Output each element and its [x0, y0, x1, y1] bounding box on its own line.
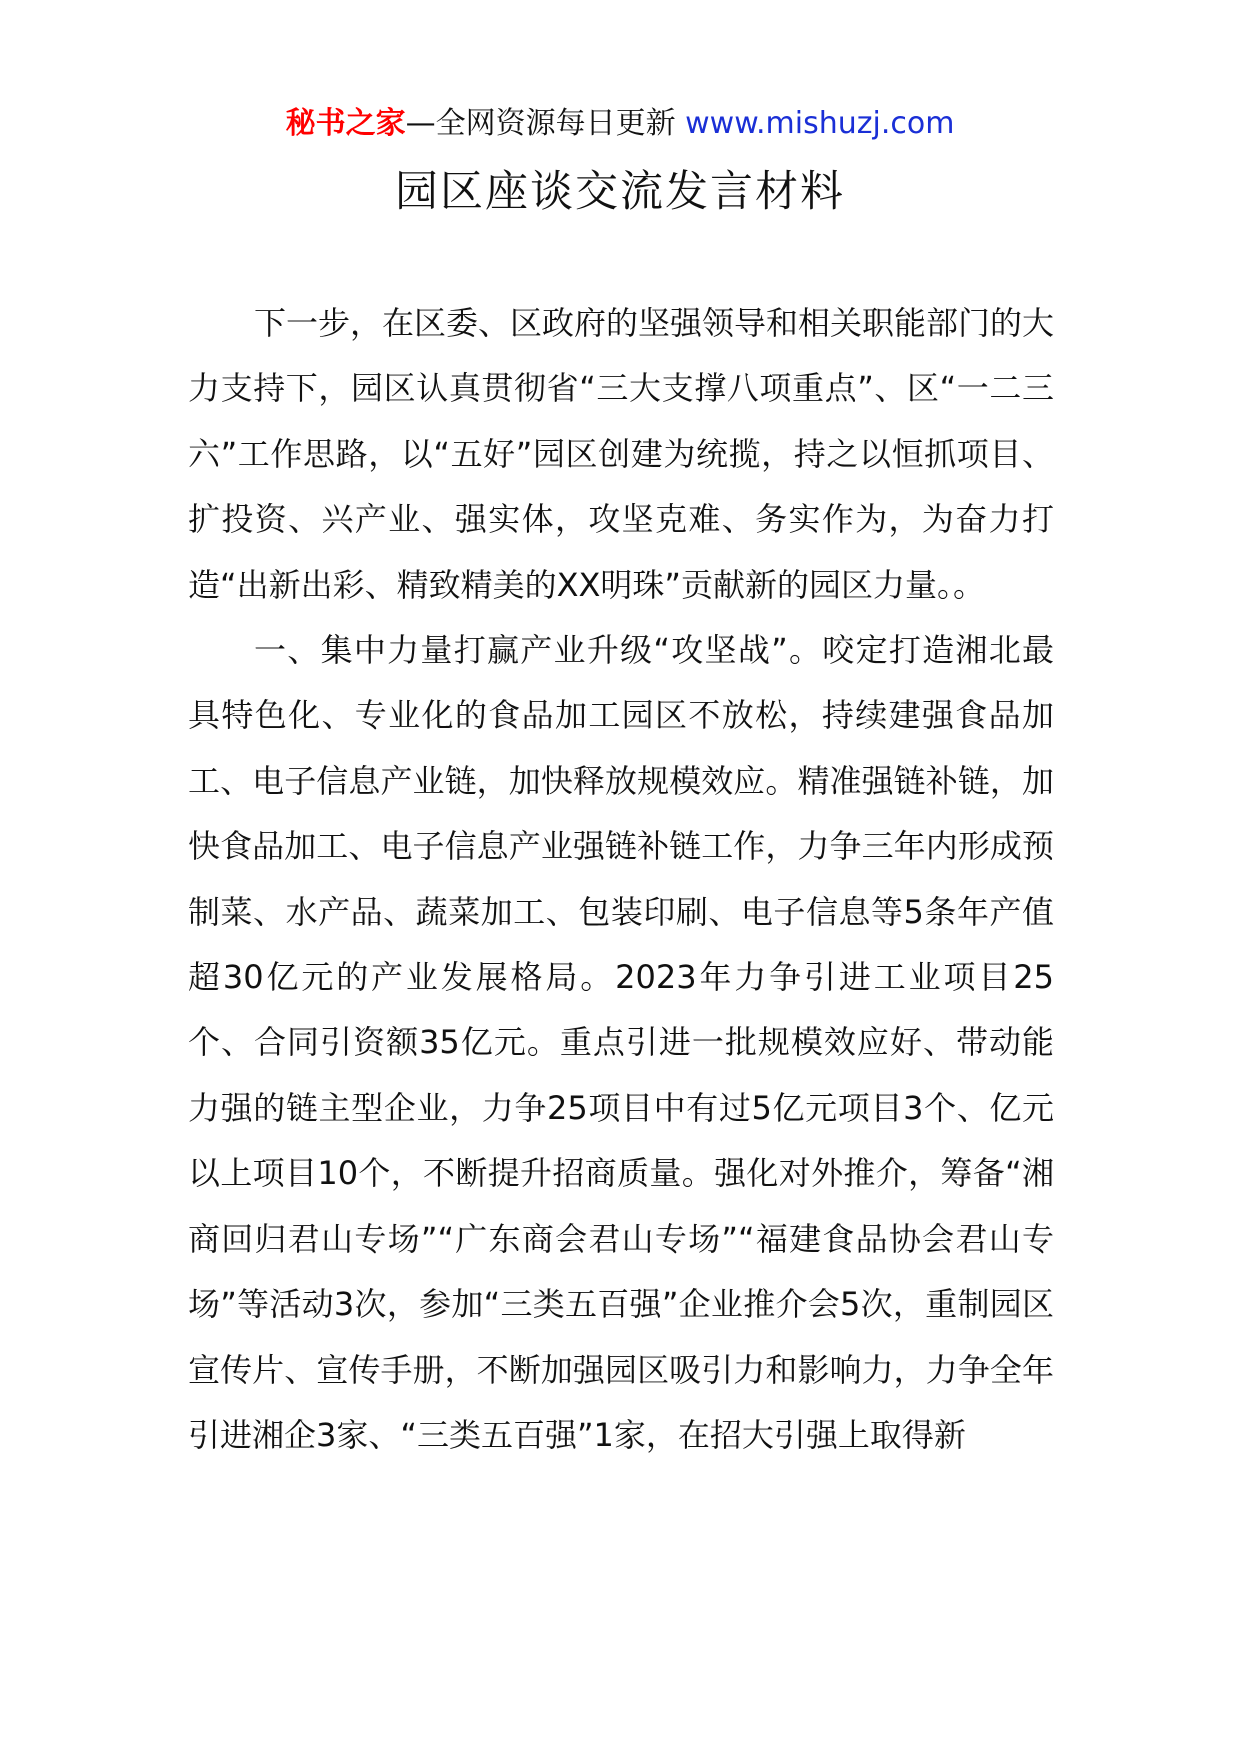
document-title: 园区座谈交流发言材料	[395, 167, 845, 217]
paragraph-section-one: 一、集中力量打赢产业升级“攻坚战”。咬定打造湘北最具特色化、专业化的食品加工园区不放松，持续建强食品加工、电子信息产业链，加快释放规模效应。精准强链补链，加快食品加工、电子信息产业强链补链工作，力争三年内形成预制菜、水产品、蔬菜加工、包装印刷、电子信息等5条年产值超30亿元的产业发展格局。2023年力争引进工业项目25个、合同引资额35亿元。重点引进一批规模效应好、带动能力强的链主型企业，力争25项目中有过5亿元项目3个、亿元以上项目10个，不断提升招商质量。强化对外推介，筹备“湘商回归君山专场”“广东商会君山专场”“福建食品协会君山专场”等活动3次，参加“三类五百强”企业推介会5次，重制园区宣传片、宣传手册，不断加强园区吸引力和影响力，力争全年引进湘企3家、“三类五百强”1家，在招大引强上取得新	[188, 631, 1054, 1454]
document-body	[188, 291, 1054, 1468]
brand-name: 秘书之家	[285, 106, 406, 141]
header-tagline: —全网资源每日更新	[405, 106, 686, 141]
paragraph-intro: 下一步，在区委、区政府的坚强领导和相关职能部门的大力支持下，园区认真贯彻省“三大支撑八项重点”、区“一二三六”工作思路，以“五好”园区创建为统揽，持之以恒抓项目、扩投资、兴产业、强实体，攻坚克难、务实作为，为奋力打造“出新出彩、精致精美的XX明珠”贡献新的园区力量。。	[188, 304, 1055, 604]
site-url-link[interactable]: www.mishuzj.com	[685, 106, 955, 141]
site-header	[0, 102, 1240, 146]
